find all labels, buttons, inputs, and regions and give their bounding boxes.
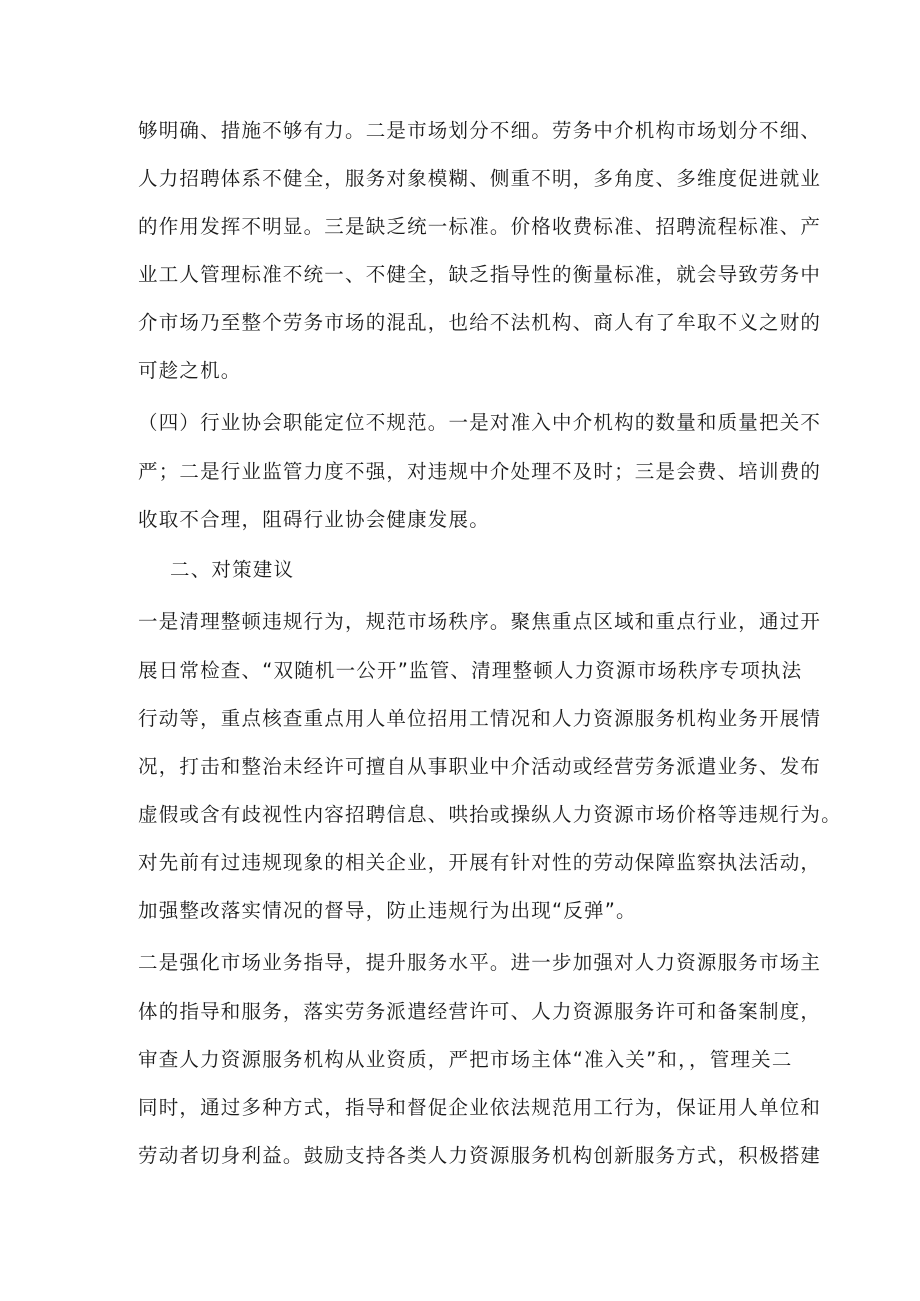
paragraph-line: 审查人力资源服务机构从业资质，严把市场主体“准入关”和，，管理关二 — [138, 1048, 793, 1071]
paragraph-line: 严；二是行业监管力度不强，对违规中介处理不及时；三是会费、培训费的 — [138, 460, 822, 483]
paragraph-line: 人力招聘体系不健全，服务对象模糊、侧重不明，多角度、多维度促进就业 — [138, 167, 822, 190]
paragraph-line: 同时，通过多种方式，指导和督促企业依法规范用工行为，保证用人单位和 — [138, 1096, 822, 1119]
paragraph-line: 二是强化市场业务指导，提升服务水平。进一步加强对人力资源服务市场主 — [138, 951, 822, 974]
paragraph-line: 体的指导和服务，落实劳务派遣经营许可、人力资源服务许可和备案制度， — [138, 1000, 822, 1023]
paragraph-line: 够明确、措施不够有力。二是市场划分不细。劳务中介机构市场划分不细、 — [138, 119, 822, 142]
paragraph-line: 对先前有过违规现象的相关企业，开展有针对性的劳动保障监察执法活动， — [138, 851, 822, 874]
paragraph-line: 劳动者切身利益。鼓励支持各类人力资源服务机构创新服务方式，积极搭建 — [138, 1144, 822, 1167]
paragraph-line: 况，打击和整治未经许可擅自从事职业中介活动或经营劳务派遣业务、发布 — [138, 755, 822, 778]
paragraph-line: 的作用发挥不明显。三是缺乏统一标准。价格收费标准、招聘流程标准、产 — [138, 215, 822, 238]
paragraph-line: 一是清理整顿违规行为，规范市场秩序。聚焦重点区域和重点行业，通过开 — [138, 610, 822, 633]
paragraph-line: 行动等，重点核查重点用人单位招用工情况和人力资源服务机构业务开展情 — [138, 707, 822, 730]
paragraph-line: （四）行业协会职能定位不规范。一是对准入中介机构的数量和质量把关不 — [138, 411, 822, 434]
paragraph-line: 收取不合理，阻碍行业协会健康发展。 — [138, 508, 490, 531]
paragraph-line: 业工人管理标准不统一、不健全，缺乏指导性的衡量标准，就会导致劳务中 — [138, 263, 822, 286]
paragraph-line: 虚假或含有歧视性内容招聘信息、哄抬或操纵人力资源市场价格等违规行为。 — [138, 803, 842, 826]
paragraph-line: 可趁之机。 — [138, 359, 242, 382]
paragraph-line: 加强整改落实情况的督导，防止违规行为出现“反弹”。 — [138, 899, 637, 922]
paragraph-line: 展日常检查、“双随机一公开”监管、清理整顿人力资源市场秩序专项执法 — [138, 659, 803, 682]
paragraph-line: 介市场乃至整个劳务市场的混乱，也给不法机构、商人有了牟取不义之财的 — [138, 311, 822, 334]
section-heading: 二、对策建议 — [170, 558, 295, 581]
